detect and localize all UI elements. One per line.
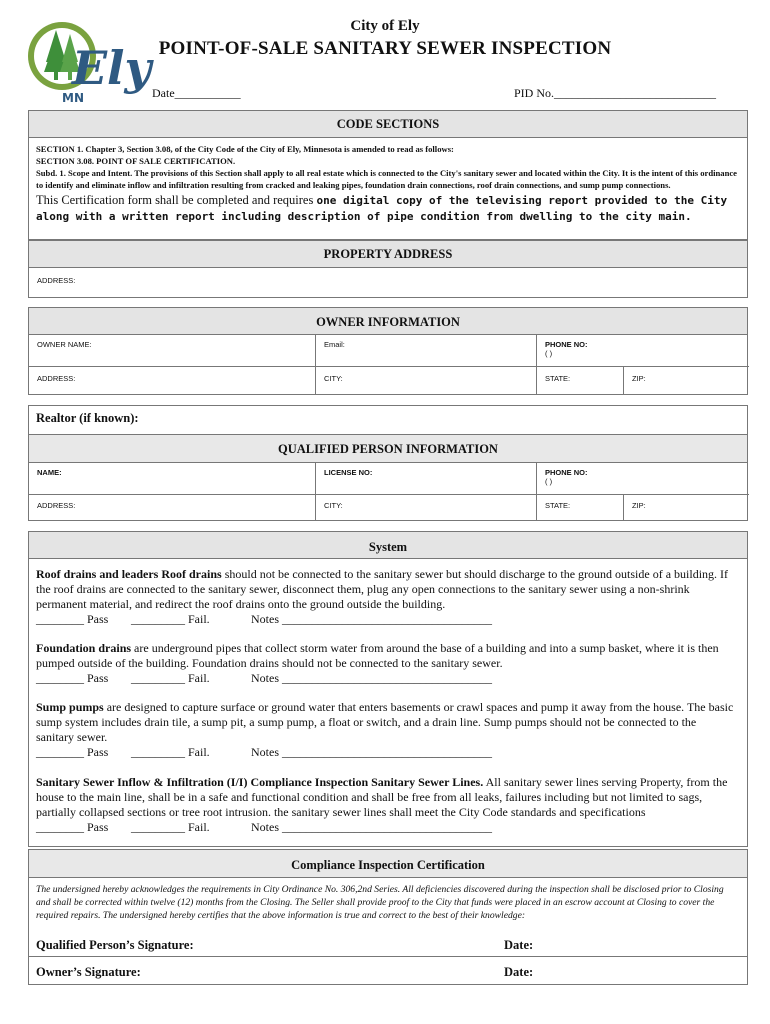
qualified-license-field[interactable]: LICENSE NO: [316,463,537,495]
sump-pumps-notes[interactable]: Notes ___________________________________ [251,745,492,759]
owner-signature-date[interactable]: Date: [504,965,534,979]
property-address-heading: PROPERTY ADDRESS [29,241,747,268]
property-address-panel [28,240,748,298]
owner-phone-label: PHONE NO: [545,340,588,349]
signature-divider [29,956,747,957]
qualified-zip-field[interactable]: ZIP: [632,501,646,510]
roof-drains-fail[interactable]: _________ Fail. [131,612,210,626]
roof-drains-text: should not be connected to the sanitary sewer but should discharge to the ground outside of a building. If the roof drains are connected to the sanitary sewer, disconnect them, plug any open connections to the sanitary sewer using a non-shrink permanent material, and redirect the roof drains onto the ground outside the building. [36,567,729,611]
qualified-state-field[interactable]: STATE: [537,495,624,521]
certification-plain: This Certification form shall be completed and requires [36,193,317,207]
owner-phone-format: ( ) [545,349,553,358]
foundation-drains-notes[interactable]: Notes ___________________________________ [251,671,492,685]
certification-requirement [29,191,747,224]
owner-signature-field[interactable]: Owner’s Signature: [36,965,141,979]
sanitary-sewer-notes[interactable]: Notes ___________________________________ [251,820,492,834]
qualified-city-field[interactable]: CITY: [316,495,537,521]
page-title: POINT-OF-SALE SANITARY SEWER INSPECTION [158,38,612,59]
code-line-3: Subd. 1. Scope and Intent. The provisions of this Section shall apply to all real estate which is connected to the City's sanitary sewer and located within the City. It is the intent of this ordinance to identify and eliminate inflow and infiltration resulting from cracked and leaking pipes, foundation drain connections, roof drain connections, and sump pump connections. [36,168,737,190]
property-address-field[interactable]: ADDRESS: [37,276,76,285]
code-sections-text [29,138,747,191]
logo-state: MN [62,91,84,105]
roof-drains-notes[interactable]: Notes ___________________________________ [251,612,492,626]
sump-pumps-pass[interactable]: ________ Pass [36,745,109,759]
sump-pumps-fail[interactable]: _________ Fail. [131,745,210,759]
sanitary-sewer-text: All sanitary sewer lines serving Property, from the house to the main line, shall be in a safe and functional condition and shall be free from all leaks, failures including but not limited to sags, partially collapsed sections or tree root intrusion. the sanitary sewer lines shall meet the City Code standards and specifications [36,775,728,819]
sanitary-sewer-pass[interactable]: ________ Pass [36,820,109,834]
owner-info-heading: OWNER INFORMATION [29,308,747,335]
roof-drains-pass[interactable]: ________ Pass [36,612,109,626]
owner-state-field[interactable]: STATE: [537,367,624,395]
system-heading: System [29,532,747,559]
sanitary-sewer-fail[interactable]: _________ Fail. [131,820,210,834]
system-item-sanitary-sewer [36,775,736,820]
code-sections-heading: CODE SECTIONS [29,111,747,138]
code-line-2: SECTION 3.08. POINT OF SALE CERTIFICATION. [36,156,236,166]
foundation-drains-fail[interactable]: _________ Fail. [131,671,210,685]
sump-pumps-title: Sump pumps [36,700,104,714]
roof-drains-title: Roof drains and leaders Roof drains [36,567,222,581]
owner-email-field[interactable]: Email: [316,335,537,367]
foundation-drains-pass[interactable]: ________ Pass [36,671,109,685]
qualified-phone-field[interactable] [537,463,749,495]
qualified-signature-date[interactable]: Date: [504,938,534,952]
qualified-address-field[interactable]: ADDRESS: [29,495,316,521]
sanitary-sewer-title: Sanitary Sewer Inflow & Infiltration (I/I) Compliance Inspection Sanitary Sewer Lines. [36,775,484,789]
pid-field[interactable]: PID No.___________________________ [514,86,717,100]
compliance-heading: Compliance Inspection Certification [29,850,747,878]
system-item-sump-pumps [36,700,736,745]
system-panel [28,531,748,847]
compliance-panel [28,849,748,985]
qualified-name-field[interactable]: NAME: [29,463,316,495]
city-name: City of Ely [350,18,420,34]
qualified-phone-label: PHONE NO: [545,468,588,477]
realtor-field[interactable]: Realtor (if known): [29,406,747,435]
owner-address-field[interactable]: ADDRESS: [29,367,316,395]
system-item-foundation-drains [36,641,736,671]
code-line-1: SECTION 1. Chapter 3, Section 3.08, of the City Code of the City of Ely, Minnesota is amended to read as follows: [36,144,454,154]
compliance-text: The undersigned hereby acknowledges the requirements in City Ordinance No. 306,2nd Series. All deficiencies discovered during the inspection shall be disclosed prior to Closing and shall be corrected within twelve (12) months from the Closing. The Seller shall provide proof to the City that funds were placed in an escrow account at Closing to cover the required repairs. The undersigned hereby certifies that the above information is true and correct to the best of their knowledge: [36,884,724,921]
foundation-drains-text: are underground pipes that collect storm water from around the base of a building and into a sump basket, where it is then pumped outside of the building. Foundation drains should not be connected to the sanitary sewer. [36,641,719,670]
date-field[interactable]: Date___________ [152,86,241,100]
owner-zip-field[interactable]: ZIP: [632,374,646,383]
qualified-info-heading: QUALIFIED PERSON INFORMATION [29,435,747,463]
foundation-drains-title: Foundation drains [36,641,132,655]
code-sections-panel [28,110,748,240]
owner-phone-field[interactable] [537,335,749,367]
owner-info-panel [28,307,748,395]
system-item-roof-drains [36,567,736,612]
owner-name-field[interactable]: OWNER NAME: [29,335,316,367]
certification-bold: one digital copy of the televising report provided to the City along with a written report including description of pipe condition from dwelling to the city main. [36,194,728,223]
logo-wordmark: Ely [72,41,152,95]
owner-city-field[interactable]: CITY: [316,367,537,395]
qualified-person-panel [28,405,748,521]
qualified-phone-format: ( ) [545,477,553,486]
sump-pumps-text: are designed to capture surface or ground water that enters basements or crawl spaces and pump it away from the house. The basic sump system includes drain tile, a sump pit, a sump pump, a float or switch, and a drain line. Sump pumps should not be connected to the sanitary sewer. [36,700,734,744]
qualified-signature-field[interactable]: Qualified Person’s Signature: [36,938,194,952]
